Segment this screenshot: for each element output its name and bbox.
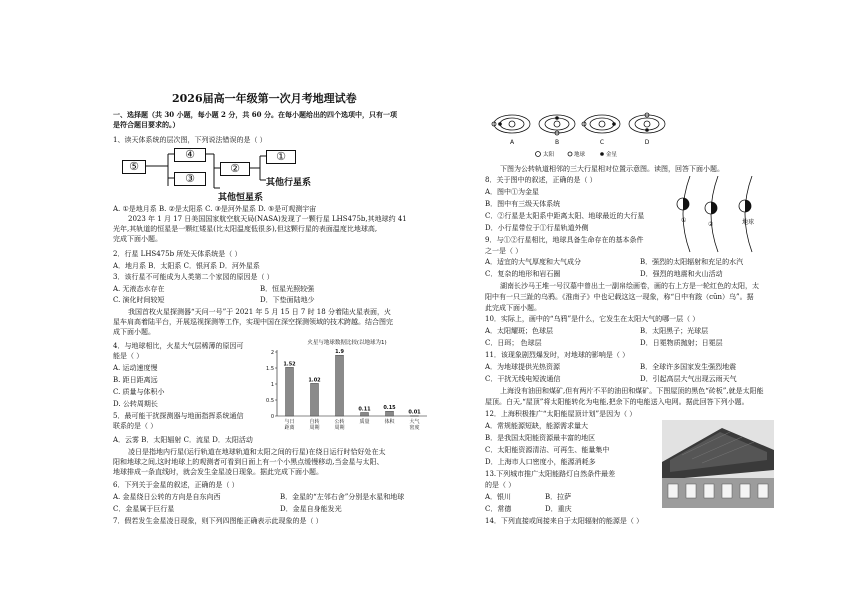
q9-option-c: C．复杂的地形和岩石圈 bbox=[485, 270, 561, 278]
legend-sun: 太阳 bbox=[543, 152, 555, 158]
planet-orbit-diagram bbox=[668, 176, 778, 254]
question-4-line-2: 能是（ ） bbox=[113, 352, 144, 360]
q1-options: A. ①是地月系 B. ②是太阳系 C. ③是河外星系 D. ⑤是可观测宇宙 bbox=[113, 205, 317, 213]
question-13-line-2: 的是（ ） bbox=[485, 481, 516, 489]
question-8: 8．关于图中的叙述，正确的是（ ） bbox=[485, 176, 597, 184]
q5-options: A．云雾 B．太阳辐射 C．流星 D．太阳活动 bbox=[113, 436, 253, 444]
orbit-label-2: ② bbox=[708, 221, 714, 228]
transit-figure-a bbox=[492, 115, 530, 133]
other-stellar-systems-label: 其他恒星系 bbox=[218, 193, 264, 203]
page-title: 2026届高一年级第一次月考地理试卷 bbox=[172, 92, 357, 105]
solar-roof-photo bbox=[662, 420, 774, 508]
level-box-5: ⑤ bbox=[122, 160, 146, 174]
q11-option-b: B．全球许多国家发生强烈地震 bbox=[640, 363, 737, 371]
passage-5-line-1: 湖南长沙马王堆一号汉墓中曾出土一副帛绘画卷，画的右上方是一轮红色的太阳，太 bbox=[500, 282, 759, 290]
passage-5-line-3: 此完成下面小题。 bbox=[485, 304, 541, 312]
question-9-line-1: 9．与①②行星相比，地球具备生命存在的基本条件 bbox=[485, 236, 644, 244]
question-5-line-2: 联系的是（ ） bbox=[113, 422, 158, 430]
question-14: 14．下列直接或间接来自于太阳辐射的能源是（ ） bbox=[485, 517, 644, 525]
question-4-line-1: 4．与地球相比，火星大气层稀薄的原因可 bbox=[113, 342, 244, 350]
chart-y-tick-label: 1 bbox=[270, 382, 274, 388]
passage-6-line-2: 屋顶。白天,“屋顶”将太阳能转化为电能,把余下的电能送入电网。据此回答下列小题。 bbox=[485, 398, 749, 406]
chart-category-label: 公转 bbox=[334, 419, 345, 425]
chart-category-label: 周期 bbox=[309, 425, 320, 431]
question-2: 2．行星 LHS475b 所处天体系统是（ ） bbox=[113, 250, 242, 258]
passage-1-line-2: 光年,其轨道的恒星是一颗红矮星(比太阳温度低很多),但这颗行星的表面温度比地球高, bbox=[113, 225, 378, 233]
q4-option-a: A. 运动速度慢 bbox=[113, 364, 158, 372]
q10-option-a: A．太阳耀斑；色球层 bbox=[485, 327, 554, 335]
q11-option-c: C．干扰无线电短波通信 bbox=[485, 375, 561, 383]
other-planetary-systems-label: 其他行星系 bbox=[266, 178, 312, 188]
chart-bar bbox=[311, 383, 319, 416]
transit-figure-d bbox=[629, 113, 665, 133]
chart-bar bbox=[386, 411, 394, 416]
q3-option-d: D．下垫面陆地少 bbox=[260, 296, 315, 304]
chart-category-label: 自转 bbox=[309, 419, 320, 425]
chart-bar bbox=[411, 416, 419, 417]
q9-option-b: B．强烈的太阳辐射和充足的水汽 bbox=[640, 258, 744, 266]
chart-category-label: 与日 bbox=[284, 419, 295, 425]
q4-option-c: C. 质量与体积小 bbox=[113, 388, 165, 396]
question-5-line-1: 5．最可能干扰探测器与地面指挥系统通信 bbox=[113, 412, 244, 420]
chart-value-label: 1.02 bbox=[308, 377, 321, 384]
q8-option-a: A．图中①为金星 bbox=[485, 188, 540, 196]
q3-option-c: C. 演化时间较短 bbox=[113, 296, 165, 304]
q13-option-d: D．重庆 bbox=[545, 505, 572, 513]
chart-value-label: 0.01 bbox=[408, 409, 421, 416]
q6-option-b: B．金星的“左邻右舍”分别是水星和地球 bbox=[280, 493, 405, 501]
chart-bar bbox=[286, 367, 294, 416]
q6-option-c: C．金星属于巨行星 bbox=[113, 505, 175, 513]
q10-option-b: B．太阳黑子；光球层 bbox=[640, 327, 709, 335]
section-instruction-2: 是符合题目要求的。） bbox=[113, 120, 180, 129]
q10-option-c: C．日珥； 色球层 bbox=[485, 339, 542, 347]
chart-bar bbox=[336, 355, 344, 416]
label-d: D bbox=[644, 139, 650, 146]
passage-5-line-2: 阳中有一只三趾的乌鸦。《淮南子》中也记载这这一现象，称“日中有踆（cūn）乌”。据 bbox=[485, 293, 754, 301]
chart-value-label: 1.52 bbox=[283, 361, 296, 368]
q10-option-d: D．日冕物质抛射；日冕层 bbox=[640, 339, 723, 347]
q6-option-a: A. 金星绕日公转的方向是自东向西 bbox=[113, 493, 221, 501]
chart-category-label: 距离 bbox=[284, 425, 295, 431]
chart-value-label: 0.15 bbox=[383, 405, 396, 412]
q3-option-a: A. 无液态水存在 bbox=[113, 285, 165, 293]
label-a: A bbox=[509, 139, 515, 146]
chart-y-tick-label: 2 bbox=[270, 350, 274, 356]
q8-option-d: D．小行星带位于①行星轨道外侧 bbox=[485, 224, 589, 232]
chart-value-label: 0.11 bbox=[358, 406, 371, 413]
chart-category-label: 体积 bbox=[384, 419, 395, 425]
question-12: 12．上海积极推广“太阳能屋顶计划”是因为（ ） bbox=[485, 410, 637, 418]
chart-title: 火星与地球数据比较(以地球为1) bbox=[307, 340, 387, 346]
q11-option-a: A．为地球提供光热资源 bbox=[485, 363, 561, 371]
q11-option-d: D．引起高层大气出现云雨天气 bbox=[640, 375, 737, 383]
question-9-line-2: 之一是（ ） bbox=[485, 247, 523, 255]
q2-options: A．地月系 B．太阳系 C．银河系 D．河外星系 bbox=[113, 262, 260, 270]
q9-option-d: D．强烈的地震和火山活动 bbox=[640, 270, 723, 278]
q12-option-d: D．上海市人口密度小，能源消耗多 bbox=[485, 458, 596, 466]
solar-roof-svg bbox=[662, 420, 774, 508]
chart-y-tick-label: 1.5 bbox=[266, 366, 274, 372]
chart-value-label: 1.9 bbox=[335, 349, 344, 356]
chart-category-label: 大气 bbox=[409, 419, 420, 425]
venus-legend-icon bbox=[600, 152, 604, 156]
question-3: 3．该行星不可能成为人类第二个家园的原因是（ ） bbox=[113, 273, 274, 281]
question-10: 10．实际上，画中的“乌鸦”是什么，它发生在太阳大气的哪一层（ ） bbox=[485, 315, 700, 323]
orbit-label-1: ① bbox=[681, 217, 687, 224]
question-1: 1、读天体系统的层次图，下列说法错误的是（ ） bbox=[113, 136, 267, 144]
level-box-1: ① bbox=[266, 150, 296, 164]
q4-option-d: D. 公转周期长 bbox=[113, 400, 158, 408]
q13-option-c: C．常德 bbox=[485, 505, 512, 513]
q6-option-d: D．金星自身能发光 bbox=[280, 505, 342, 513]
mars-earth-chart bbox=[255, 336, 430, 436]
question-6: 6．下列关于金星的叙述，正确的是（ ） bbox=[113, 481, 239, 489]
chart-category-label: 周期 bbox=[334, 425, 345, 431]
hierarchy-diagram bbox=[122, 148, 312, 203]
chart-bar bbox=[361, 412, 369, 416]
sun-legend-icon bbox=[536, 152, 541, 157]
label-b: B bbox=[554, 139, 560, 146]
q7-transit-diagrams bbox=[490, 104, 670, 164]
passage-4: 下图为公转轨道相邻的三大行星相对位置示意图。读图，回答下面小题。 bbox=[500, 165, 724, 173]
level-box-3: ③ bbox=[174, 172, 206, 186]
q8-option-c: C．②行星是太阳系中距离太阳、地球最近的大行星 bbox=[485, 212, 645, 220]
passage-3-line-2: 阳和地球之间,这时地球上的观测者可看到日面上有一个小黑点缓慢移动,当金星与太阳、 bbox=[113, 458, 384, 466]
legend-earth: 地球 bbox=[574, 152, 586, 158]
q13-option-b: B．拉萨 bbox=[545, 493, 572, 501]
q3-option-b: B．恒星光照较强 bbox=[260, 285, 315, 293]
chart-y-tick-label: 0.5 bbox=[266, 398, 274, 404]
transit-figure-b bbox=[539, 115, 575, 135]
q8-option-b: B．图中有三级天体系统 bbox=[485, 200, 561, 208]
section-instruction-1: 一、选择题（共 30 小题，每小题 2 分，共 60 分。在每小题给出的四个选项中，只有一项 bbox=[113, 110, 397, 119]
q4-option-b: B. 距日距离远 bbox=[113, 376, 158, 384]
label-c: C bbox=[599, 139, 605, 146]
question-7: 7．假若发生金星凌日现象，则下列四图能正确表示此现象的是（ ） bbox=[113, 517, 323, 525]
q12-option-a: A．常规能源短缺，能源需求量大 bbox=[485, 422, 589, 430]
q12-option-c: C．太阳能资源清洁、可再生、能量集中 bbox=[485, 446, 610, 454]
orbit-svg bbox=[668, 176, 778, 254]
passage-3-line-3: 地球排成一条直线时，就会发生金星凌日现象。据此完成下面小题。 bbox=[113, 468, 323, 476]
passage-1-line-1: 2023 年 1 月 17 日美国国家航空航天局(NASA)发现了一颗行星 LHS475b,其地球约 41 bbox=[128, 215, 407, 223]
chart-category-label: 密度 bbox=[409, 425, 420, 431]
transit-figure-c bbox=[582, 115, 620, 133]
passage-2-line-3: 成下面小题。 bbox=[113, 328, 155, 336]
passage-6-line-1: 上海没有油田和煤矿,但有两片不平的油田和煤矿。下图屋顶的黑色“砖板”,就是太阳能 bbox=[500, 387, 764, 395]
chart-svg bbox=[255, 336, 430, 436]
q13-option-a: A．银川 bbox=[485, 493, 512, 501]
passage-1-line-3: 完成下面小题。 bbox=[113, 235, 162, 243]
q7-transit-svg bbox=[490, 104, 670, 164]
level-box-2: ② bbox=[220, 162, 250, 176]
chart-category-label: 质量 bbox=[359, 419, 370, 425]
question-11: 11．该现象剧烈爆发时，对地球的影响是（ ） bbox=[485, 351, 630, 359]
passage-3-line-1: 凌日是指地内行星(运行轨道在地球轨道和太阳之间的行星)在绕日运行时恰好处在太 bbox=[128, 448, 386, 456]
chart-y-tick-label: 0 bbox=[270, 414, 274, 420]
q12-option-b: B．是我国太阳能资源最丰富的地区 bbox=[485, 434, 596, 442]
q9-option-a: A．适宜的大气厚度和大气成分 bbox=[485, 258, 582, 266]
orbit-label-earth: 地球 bbox=[742, 219, 755, 226]
passage-2-line-2: 星车肩高着陆平台，开展巡视探测等工作，实现中国在深空探测领域的技术跨越。结合图完 bbox=[113, 318, 393, 326]
passage-2-line-1: 我国首枚火星探测器“天问一号”于 2021 年 5 月 15 日 7 时 18 分着陆火星表面，火 bbox=[128, 308, 391, 316]
level-box-4: ④ bbox=[174, 148, 206, 162]
legend-venus: 金星 bbox=[606, 152, 618, 158]
earth-legend-icon bbox=[568, 152, 572, 156]
question-13-line-1: 13.下列城市推广太阳能路灯自然条件最差 bbox=[485, 470, 616, 478]
